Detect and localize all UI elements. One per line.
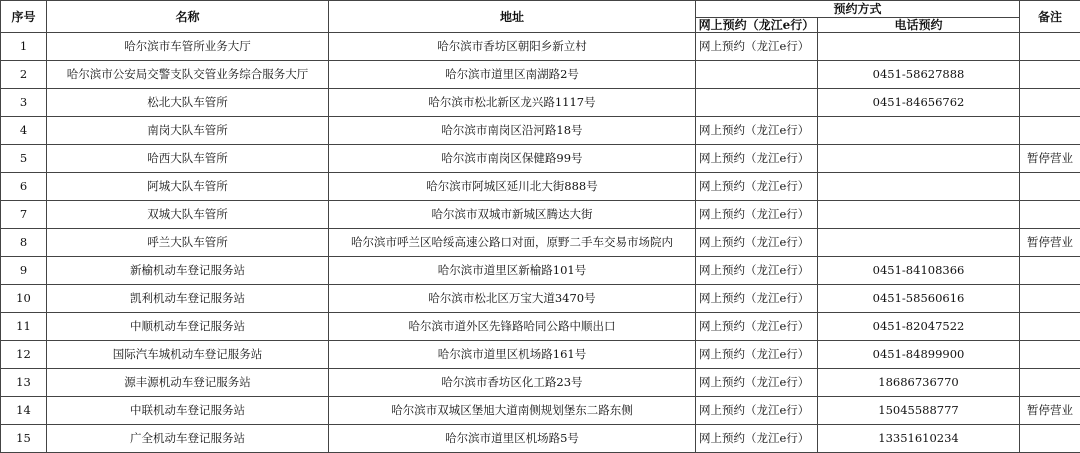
cell-online-booking: 网上预约（龙江e行）	[696, 117, 818, 145]
cell-phone-booking: 18686736770	[818, 369, 1020, 397]
cell-online-booking: 网上预约（龙江e行）	[696, 285, 818, 313]
cell-note	[1020, 369, 1080, 397]
cell-index: 15	[1, 425, 47, 453]
cell-name: 中顺机动车登记服务站	[47, 313, 329, 341]
cell-address: 哈尔滨市道里区机场路161号	[329, 341, 696, 369]
cell-index: 9	[1, 257, 47, 285]
cell-name: 阿城大队车管所	[47, 173, 329, 201]
table-row	[1, 285, 1080, 313]
cell-address: 哈尔滨市南岗区保健路99号	[329, 145, 696, 173]
cell-address: 哈尔滨市双城市新城区腾达大街	[329, 201, 696, 229]
cell-phone-booking: 0451-84899900	[818, 341, 1020, 369]
cell-address: 哈尔滨市道外区先锋路哈同公路中顺出口	[329, 313, 696, 341]
cell-phone-booking: 0451-58560616	[818, 285, 1020, 313]
table-row	[1, 341, 1080, 369]
cell-note	[1020, 173, 1080, 201]
cell-phone-booking: 0451-84108366	[818, 257, 1020, 285]
cell-address: 哈尔滨市松北区万宝大道3470号	[329, 285, 696, 313]
header-row-top	[1, 1, 1080, 18]
header-phone: 电话预约	[818, 18, 1020, 33]
cell-name: 凯利机动车登记服务站	[47, 285, 329, 313]
cell-index: 4	[1, 117, 47, 145]
cell-address: 哈尔滨市松北新区龙兴路1117号	[329, 89, 696, 117]
header-index: 序号	[1, 1, 47, 33]
cell-index: 12	[1, 341, 47, 369]
cell-index: 10	[1, 285, 47, 313]
cell-online-booking: 网上预约（龙江e行）	[696, 33, 818, 61]
cell-online-booking: 网上预约（龙江e行）	[696, 369, 818, 397]
table-row	[1, 61, 1080, 89]
header-address: 地址	[329, 1, 696, 33]
header-booking: 预约方式	[696, 1, 1020, 18]
cell-index: 8	[1, 229, 47, 257]
cell-index: 7	[1, 201, 47, 229]
cell-note	[1020, 33, 1080, 61]
cell-note	[1020, 201, 1080, 229]
cell-name: 国际汽车城机动车登记服务站	[47, 341, 329, 369]
cell-note: 暂停营业	[1020, 397, 1080, 425]
table-row	[1, 369, 1080, 397]
header-online: 网上预约（龙江e行）	[696, 18, 818, 33]
cell-note	[1020, 89, 1080, 117]
cell-name: 中联机动车登记服务站	[47, 397, 329, 425]
table-row	[1, 89, 1080, 117]
cell-phone-booking	[818, 117, 1020, 145]
cell-note: 暂停营业	[1020, 229, 1080, 257]
cell-online-booking: 网上预约（龙江e行）	[696, 173, 818, 201]
cell-online-booking: 网上预约（龙江e行）	[696, 145, 818, 173]
table-row	[1, 397, 1080, 425]
cell-online-booking: 网上预约（龙江e行）	[696, 257, 818, 285]
cell-online-booking	[696, 89, 818, 117]
cell-phone-booking: 13351610234	[818, 425, 1020, 453]
cell-name: 哈尔滨市公安局交警支队交管业务综合服务大厅	[47, 61, 329, 89]
cell-address: 哈尔滨市道里区南湖路2号	[329, 61, 696, 89]
cell-name: 南岗大队车管所	[47, 117, 329, 145]
cell-online-booking: 网上预约（龙江e行）	[696, 397, 818, 425]
table-row	[1, 145, 1080, 173]
table-row	[1, 425, 1080, 453]
header-name: 名称	[47, 1, 329, 33]
cell-index: 5	[1, 145, 47, 173]
table-body	[1, 33, 1080, 453]
cell-online-booking: 网上预约（龙江e行）	[696, 201, 818, 229]
cell-note	[1020, 425, 1080, 453]
cell-online-booking: 网上预约（龙江e行）	[696, 313, 818, 341]
cell-name: 哈尔滨市车管所业务大厅	[47, 33, 329, 61]
cell-address: 哈尔滨市呼兰区哈绥高速公路口对面，原野二手车交易市场院内	[329, 229, 696, 257]
cell-address: 哈尔滨市道里区新榆路101号	[329, 257, 696, 285]
cell-address: 哈尔滨市阿城区延川北大街888号	[329, 173, 696, 201]
cell-address: 哈尔滨市香坊区朝阳乡新立村	[329, 33, 696, 61]
cell-address: 哈尔滨市香坊区化工路23号	[329, 369, 696, 397]
cell-index: 11	[1, 313, 47, 341]
cell-index: 13	[1, 369, 47, 397]
header-note: 备注	[1020, 1, 1080, 33]
cell-index: 1	[1, 33, 47, 61]
cell-note	[1020, 285, 1080, 313]
cell-phone-booking	[818, 229, 1020, 257]
cell-phone-booking	[818, 201, 1020, 229]
cell-name: 呼兰大队车管所	[47, 229, 329, 257]
cell-note	[1020, 117, 1080, 145]
cell-phone-booking	[818, 173, 1020, 201]
table-row	[1, 257, 1080, 285]
table-row	[1, 117, 1080, 145]
table-row	[1, 173, 1080, 201]
cell-address: 哈尔滨市南岗区沿河路18号	[329, 117, 696, 145]
cell-phone-booking: 15045588777	[818, 397, 1020, 425]
cell-address: 哈尔滨市双城区堡旭大道南侧规划堡东二路东侧	[329, 397, 696, 425]
cell-online-booking: 网上预约（龙江e行）	[696, 229, 818, 257]
cell-name: 源丰源机动车登记服务站	[47, 369, 329, 397]
cell-online-booking: 网上预约（龙江e行）	[696, 341, 818, 369]
cell-note: 暂停营业	[1020, 145, 1080, 173]
cell-online-booking	[696, 61, 818, 89]
cell-address: 哈尔滨市道里区机场路5号	[329, 425, 696, 453]
cell-note	[1020, 341, 1080, 369]
cell-index: 3	[1, 89, 47, 117]
table-row	[1, 33, 1080, 61]
cell-name: 广全机动车登记服务站	[47, 425, 329, 453]
cell-note	[1020, 257, 1080, 285]
cell-index: 2	[1, 61, 47, 89]
cell-index: 6	[1, 173, 47, 201]
cell-name: 哈西大队车管所	[47, 145, 329, 173]
cell-phone-booking	[818, 145, 1020, 173]
table-row	[1, 313, 1080, 341]
table-row	[1, 229, 1080, 257]
cell-name: 新榆机动车登记服务站	[47, 257, 329, 285]
cell-note	[1020, 61, 1080, 89]
table-row	[1, 201, 1080, 229]
cell-name: 双城大队车管所	[47, 201, 329, 229]
cell-online-booking: 网上预约（龙江e行）	[696, 425, 818, 453]
cell-phone-booking: 0451-58627888	[818, 61, 1020, 89]
cell-index: 14	[1, 397, 47, 425]
cell-phone-booking: 0451-84656762	[818, 89, 1020, 117]
cell-note	[1020, 313, 1080, 341]
cell-phone-booking	[818, 33, 1020, 61]
cell-phone-booking: 0451-82047522	[818, 313, 1020, 341]
cell-name: 松北大队车管所	[47, 89, 329, 117]
